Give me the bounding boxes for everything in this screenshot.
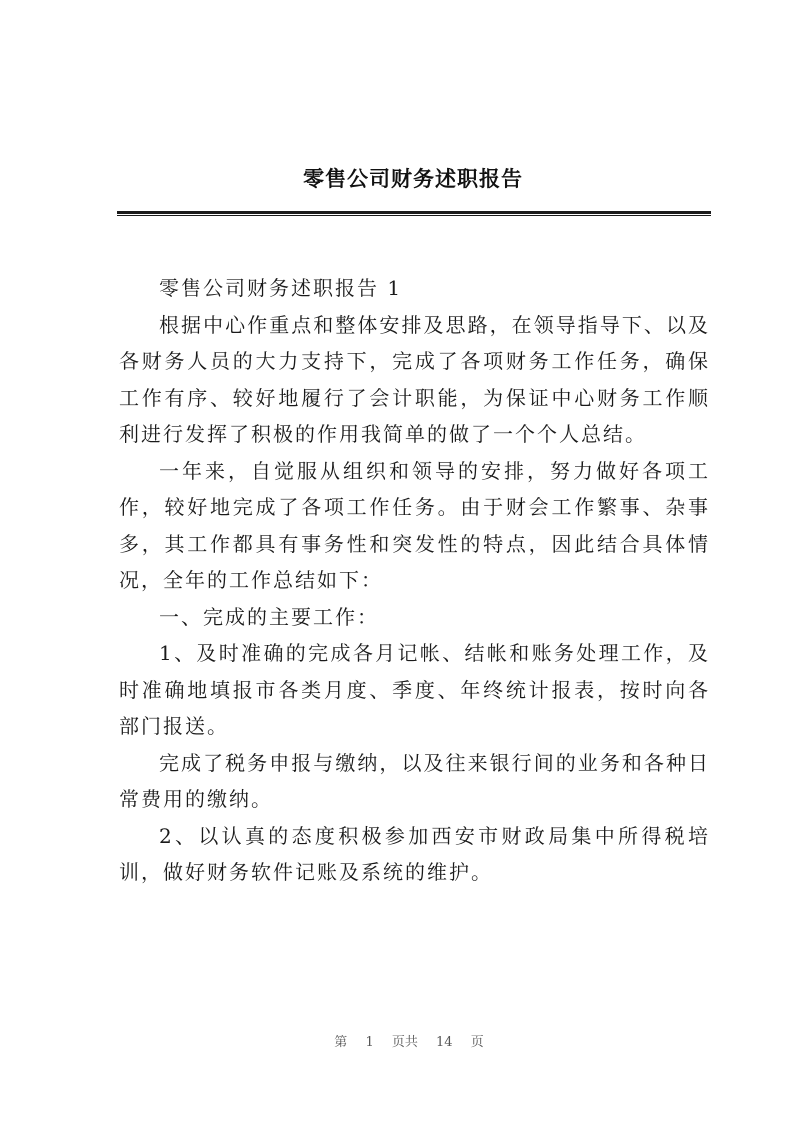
footer-current-page: 1 xyxy=(365,1035,374,1050)
paragraph: 完成了税务申报与缴纳，以及往来银行间的业务和各种日常费用的缴纳。 xyxy=(119,750,710,811)
title-rule-thin xyxy=(117,215,711,216)
footer-prefix: 第 xyxy=(334,1035,348,1050)
footer-suffix: 页 xyxy=(470,1035,484,1050)
paragraph: 2、以认真的态度积极参加西安市财政局集中所得税培训，做好财务软件记账及系统的维护。 xyxy=(119,823,710,884)
footer-total-pages: 14 xyxy=(436,1035,453,1050)
title-rule-thick xyxy=(117,211,711,214)
document-title: 零售公司财务述职报告 xyxy=(303,166,523,191)
paragraph-heading: 零售公司财务述职报告 1 xyxy=(159,276,403,300)
paragraph: 一年来，自觉服从组织和领导的安排，努力做好各项工作，较好地完成了各项工作任务。由于财会工作繁事、杂事多，其工作都具有事务性和突发性的特点，因此结合具体情况，全年的工作总结如下： xyxy=(119,458,710,592)
footer-mid: 页共 xyxy=(391,1035,418,1050)
page-footer xyxy=(0,1031,800,1050)
document-body xyxy=(119,270,710,891)
paragraph-section-heading: 一、完成的主要工作： xyxy=(159,604,379,629)
paragraph: 根据中心作重点和整体安排及思路，在领导指导下、以及各财务人员的大力支持下，完成了各项财务工作任务，确保工作有序、较好地履行了会计职能，为保证中心财务工作顺利进行发挥了积极的作用我简单的做了一个个人总结。 xyxy=(119,312,710,446)
paragraph: 1、及时准确的完成各月记帐、结帐和账务处理工作，及时准确地填报市各类月度、季度、年终统计报表，按时向各部门报送。 xyxy=(119,641,710,738)
